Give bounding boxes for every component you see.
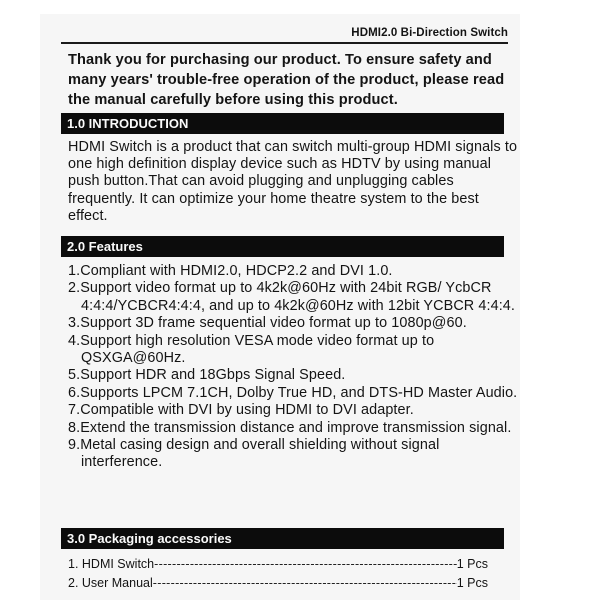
accessory-quantity: 1 Pcs bbox=[456, 576, 488, 590]
accessory-quantity: 1 Pcs bbox=[456, 557, 488, 571]
introduction-text: HDMI Switch is a product that can switch multi-group HDMI signals to one high definition display device such as HDTV by using manual push button.That can avoid plugging and unplugging cables frequently. It can optimize your home theatre system to the best effect. bbox=[68, 139, 518, 224]
feature-item: 3.Support 3D frame sequential video format up to 1080p@60. bbox=[68, 315, 467, 332]
leader-dashes bbox=[154, 555, 457, 574]
leader-dashes bbox=[153, 574, 457, 593]
features-list bbox=[68, 263, 518, 472]
accessory-row bbox=[68, 555, 488, 574]
feature-item: 9.Metal casing design and overall shielding without signal interference. bbox=[68, 437, 440, 471]
section-heading-features: 2.0 Features bbox=[61, 236, 504, 257]
feature-item: 1.Compliant with HDMI2.0, HDCP2.2 and DVI 1.0. bbox=[68, 263, 393, 279]
feature-item: 6.Supports LPCM 7.1CH, Dolby True HD, and DTS-HD Master Audio. bbox=[68, 384, 518, 401]
document-title: HDMI2.0 Bi-Direction Switch bbox=[351, 27, 508, 39]
section-heading-introduction: 1.0 INTRODUCTION bbox=[61, 113, 504, 134]
feature-item: 2.Support video format up to 4k2k@60Hz with 24bit RGB/ YcbCR 4:4:4/YCBCR4:4:4, and up to 4k2k@60Hz with 12bit YCBCR 4:4:4. bbox=[68, 280, 516, 314]
accessories-list bbox=[68, 555, 488, 593]
accessory-name: 2. User Manual bbox=[68, 576, 153, 590]
feature-item: 7.Compatible with DVI by using HDMI to DVI adapter. bbox=[68, 402, 414, 419]
feature-item: 5.Support HDR and 18Gbps Signal Speed. bbox=[68, 367, 346, 384]
accessory-row bbox=[68, 574, 488, 593]
thank-you-note: Thank you for purchasing our product. To ensure safety and many years' trouble-free operation of the product, please read the manual carefully before using this product. bbox=[68, 52, 505, 108]
accessory-name: 1. HDMI Switch bbox=[68, 557, 155, 571]
feature-item: 8.Extend the transmission distance and improve transmission signal. bbox=[68, 419, 512, 436]
section-heading-packaging: 3.0 Packaging accessories bbox=[61, 528, 504, 549]
feature-item: 4.Support high resolution VESA mode video format up to QSXGA@60Hz. bbox=[68, 332, 435, 367]
header-divider bbox=[61, 42, 508, 44]
